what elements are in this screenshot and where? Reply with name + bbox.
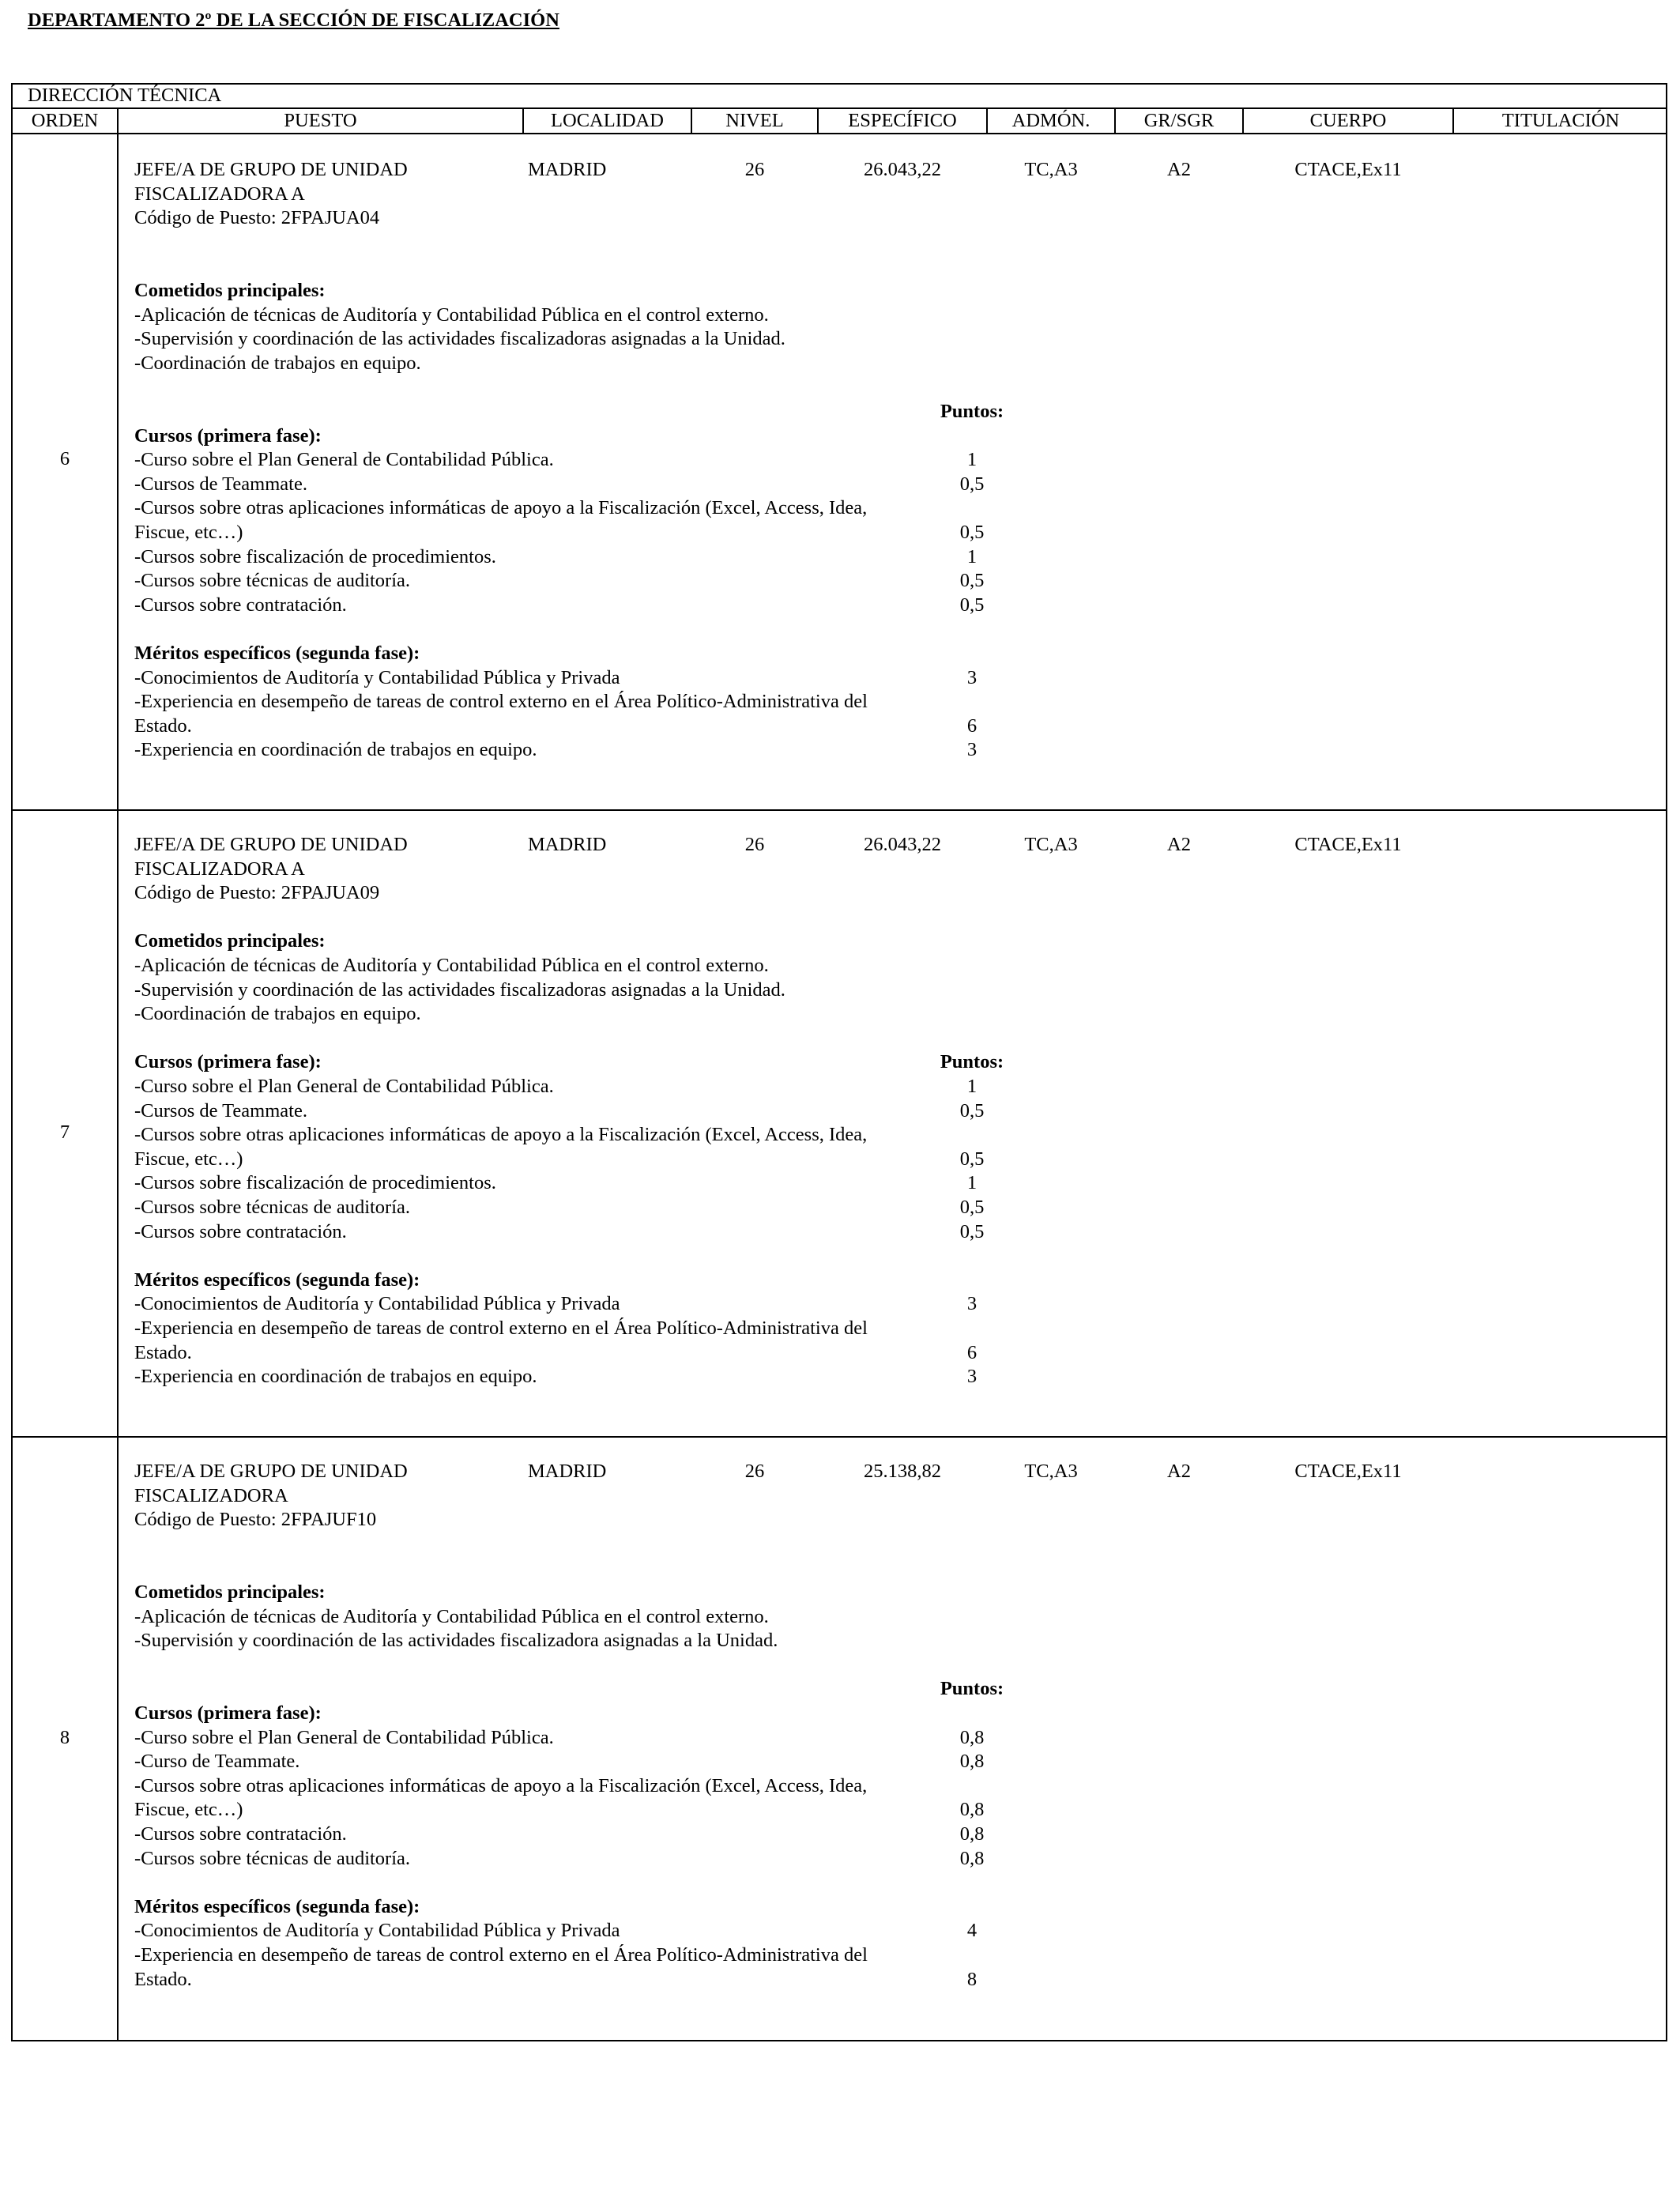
cursos-heading: Cursos (primera fase):	[134, 1702, 322, 1724]
curso-item: -Cursos sobre otras aplicaciones informáticas de apoyo a la Fiscalización (Excel, Access, Idea,	[134, 1124, 868, 1146]
especifico-value: 26.043,22	[864, 159, 941, 180]
merito-points: 3	[966, 666, 977, 688]
curso-item: -Cursos de Teammate.	[134, 473, 307, 495]
admon-value: TC,A3	[1024, 834, 1078, 855]
meritos-heading: Méritos específicos (segunda fase):	[134, 643, 420, 664]
merito-points: 6	[966, 1341, 977, 1363]
header-cuerpo: CUERPO	[1309, 110, 1387, 131]
orden-number: 8	[59, 1727, 70, 1748]
localidad-value: MADRID	[528, 159, 607, 180]
puesto-code: Código de Puesto: 2FPAJUF10	[134, 1509, 377, 1531]
curso-points: 0,8	[959, 1726, 985, 1748]
curso-item: -Cursos de Teammate.	[134, 1099, 307, 1122]
merito-item: -Conocimientos de Auditoría y Contabilidad Pública y Privada	[134, 1293, 620, 1315]
merito-points: 3	[966, 1293, 977, 1315]
merito-points: 8	[966, 1968, 977, 1990]
header-orden: ORDEN	[31, 110, 99, 131]
document-title: DEPARTAMENTO 2º DE LA SECCIÓN DE FISCALIZACIÓN	[28, 9, 559, 31]
especifico-value: 25.138,82	[864, 1461, 941, 1482]
puesto-title: JEFE/A DE GRUPO DE UNIDAD	[134, 834, 408, 855]
curso-item: Fiscue, etc…)	[134, 522, 243, 543]
cometido-item: -Aplicación de técnicas de Auditoría y Contabilidad Pública en el control externo.	[134, 955, 769, 976]
puesto-title: FISCALIZADORA	[134, 1484, 288, 1506]
curso-item: -Cursos sobre otras aplicaciones informáticas de apoyo a la Fiscalización (Excel, Access, Idea,	[134, 1774, 868, 1796]
header-localidad: LOCALIDAD	[551, 110, 664, 131]
merito-item: -Experiencia en coordinación de trabajos en equipo.	[134, 1366, 537, 1388]
cometido-item: -Coordinación de trabajos en equipo.	[134, 352, 421, 374]
merito-points: 6	[966, 714, 977, 737]
nivel-value: 26	[744, 834, 765, 855]
puntos-label: Puntos:	[940, 401, 1004, 422]
header-titulacion: TITULACIÓN	[1501, 110, 1620, 131]
cuerpo-value: CTACE,Ex11	[1294, 159, 1402, 180]
grsgr-value: A2	[1167, 834, 1191, 855]
cometido-item: -Aplicación de técnicas de Auditoría y Contabilidad Pública en el control externo.	[134, 303, 769, 326]
curso-item: -Curso sobre el Plan General de Contabilidad Pública.	[134, 1726, 554, 1748]
header-admon: ADMÓN.	[1011, 110, 1090, 131]
merito-item: Estado.	[134, 1968, 192, 1990]
curso-points: 0,5	[959, 570, 985, 592]
curso-points: 0,8	[959, 1751, 985, 1773]
cursos-heading: Cursos (primera fase):	[134, 1051, 322, 1073]
cuerpo-value: CTACE,Ex11	[1294, 1461, 1402, 1482]
curso-item: -Cursos sobre fiscalización de procedimientos.	[134, 1172, 496, 1194]
cometidos-heading: Cometidos principales:	[134, 930, 326, 952]
orden-number: 6	[59, 448, 70, 469]
cometido-item: -Aplicación de técnicas de Auditoría y Contabilidad Pública en el control externo.	[134, 1605, 769, 1627]
curso-item: -Curso sobre el Plan General de Contabilidad Pública.	[134, 1076, 554, 1097]
row-separator	[11, 1436, 1667, 1438]
cursos-heading: Cursos (primera fase):	[134, 424, 322, 447]
curso-item: -Curso sobre el Plan General de Contabilidad Pública.	[134, 449, 554, 471]
merito-points: 4	[966, 1920, 977, 1942]
curso-item: -Cursos sobre fiscalización de procedimientos.	[134, 545, 496, 567]
merito-item: -Experiencia en coordinación de trabajos en equipo.	[134, 739, 537, 761]
merito-item: -Conocimientos de Auditoría y Contabilidad Pública y Privada	[134, 666, 620, 688]
puesto-title: JEFE/A DE GRUPO DE UNIDAD	[134, 159, 408, 180]
merito-item: -Experiencia en desempeño de tareas de control externo en el Área Político-Administrativa del	[134, 1944, 868, 1966]
orden-number: 7	[59, 1122, 70, 1143]
merito-item: Estado.	[134, 714, 192, 737]
curso-item: -Cursos sobre contratación.	[134, 1220, 347, 1242]
curso-points: 1	[966, 1172, 977, 1194]
curso-points: 0,5	[959, 594, 985, 616]
cometidos-heading: Cometidos principales:	[134, 280, 326, 301]
curso-points: 0,5	[959, 1099, 985, 1122]
meritos-heading: Méritos específicos (segunda fase):	[134, 1269, 420, 1291]
curso-item: -Cursos sobre otras aplicaciones informáticas de apoyo a la Fiscalización (Excel, Access, Idea,	[134, 497, 868, 519]
puesto-title: FISCALIZADORA A	[134, 858, 305, 880]
cometido-item: -Coordinación de trabajos en equipo.	[134, 1003, 421, 1025]
meritos-heading: Méritos específicos (segunda fase):	[134, 1895, 420, 1917]
puesto-title: JEFE/A DE GRUPO DE UNIDAD	[134, 1461, 408, 1482]
curso-points: 0,8	[959, 1847, 985, 1869]
nivel-value: 26	[744, 159, 765, 180]
curso-item: -Cursos sobre técnicas de auditoría.	[134, 1847, 411, 1869]
section-label: DIRECCIÓN TÉCNICA	[28, 85, 222, 106]
curso-points: 0,8	[959, 1799, 985, 1821]
cometido-item: -Supervisión y coordinación de las actividades fiscalizadoras asignadas a la Unidad.	[134, 328, 785, 350]
puesto-code: Código de Puesto: 2FPAJUA09	[134, 882, 380, 904]
merito-points: 3	[966, 739, 977, 761]
merito-item: Estado.	[134, 1341, 192, 1363]
curso-points: 1	[966, 449, 977, 471]
curso-points: 0,8	[959, 1823, 985, 1845]
curso-points: 0,5	[959, 1148, 985, 1170]
merito-item: -Experiencia en desempeño de tareas de control externo en el Área Político-Administrativa del	[134, 691, 868, 713]
curso-points: 1	[966, 545, 977, 567]
cuerpo-value: CTACE,Ex11	[1294, 834, 1402, 855]
puesto-title: FISCALIZADORA A	[134, 183, 305, 205]
curso-item: -Cursos sobre técnicas de auditoría.	[134, 1197, 411, 1218]
header-nivel: NIVEL	[725, 110, 784, 131]
puntos-label: Puntos:	[940, 1051, 1004, 1073]
header-especifico: ESPECÍFICO	[848, 110, 957, 131]
merito-item: -Conocimientos de Auditoría y Contabilidad Pública y Privada	[134, 1920, 620, 1942]
localidad-value: MADRID	[528, 834, 607, 855]
cometido-item: -Supervisión y coordinación de las actividades fiscalizadora asignadas a la Unidad.	[134, 1630, 778, 1652]
admon-value: TC,A3	[1024, 1461, 1078, 1482]
orden-column-divider	[117, 133, 119, 2041]
nivel-value: 26	[744, 1461, 765, 1482]
cometido-item: -Supervisión y coordinación de las actividades fiscalizadoras asignadas a la Unidad.	[134, 978, 785, 1001]
curso-points: 0,5	[959, 1220, 985, 1242]
header-grsgr: GR/SGR	[1143, 110, 1215, 131]
cometidos-heading: Cometidos principales:	[134, 1581, 326, 1603]
row-separator	[11, 809, 1667, 811]
merito-item: -Experiencia en desempeño de tareas de control externo en el Área Político-Administrativa del	[134, 1318, 868, 1339]
curso-item: -Curso de Teammate.	[134, 1751, 300, 1773]
curso-item: Fiscue, etc…)	[134, 1148, 243, 1170]
curso-points: 0,5	[959, 1197, 985, 1218]
curso-points: 1	[966, 1076, 977, 1097]
localidad-value: MADRID	[528, 1461, 607, 1482]
curso-item: -Cursos sobre técnicas de auditoría.	[134, 570, 411, 592]
grsgr-value: A2	[1167, 1461, 1191, 1482]
curso-item: -Cursos sobre contratación.	[134, 1823, 347, 1845]
curso-item: -Cursos sobre contratación.	[134, 594, 347, 616]
curso-item: Fiscue, etc…)	[134, 1799, 243, 1821]
merito-points: 3	[966, 1366, 977, 1388]
grsgr-value: A2	[1167, 159, 1191, 180]
especifico-value: 26.043,22	[864, 834, 941, 855]
puesto-code: Código de Puesto: 2FPAJUA04	[134, 207, 380, 229]
puntos-label: Puntos:	[940, 1678, 1004, 1700]
curso-points: 0,5	[959, 473, 985, 495]
admon-value: TC,A3	[1024, 159, 1078, 180]
header-puesto: PUESTO	[284, 110, 357, 131]
curso-points: 0,5	[959, 522, 985, 543]
